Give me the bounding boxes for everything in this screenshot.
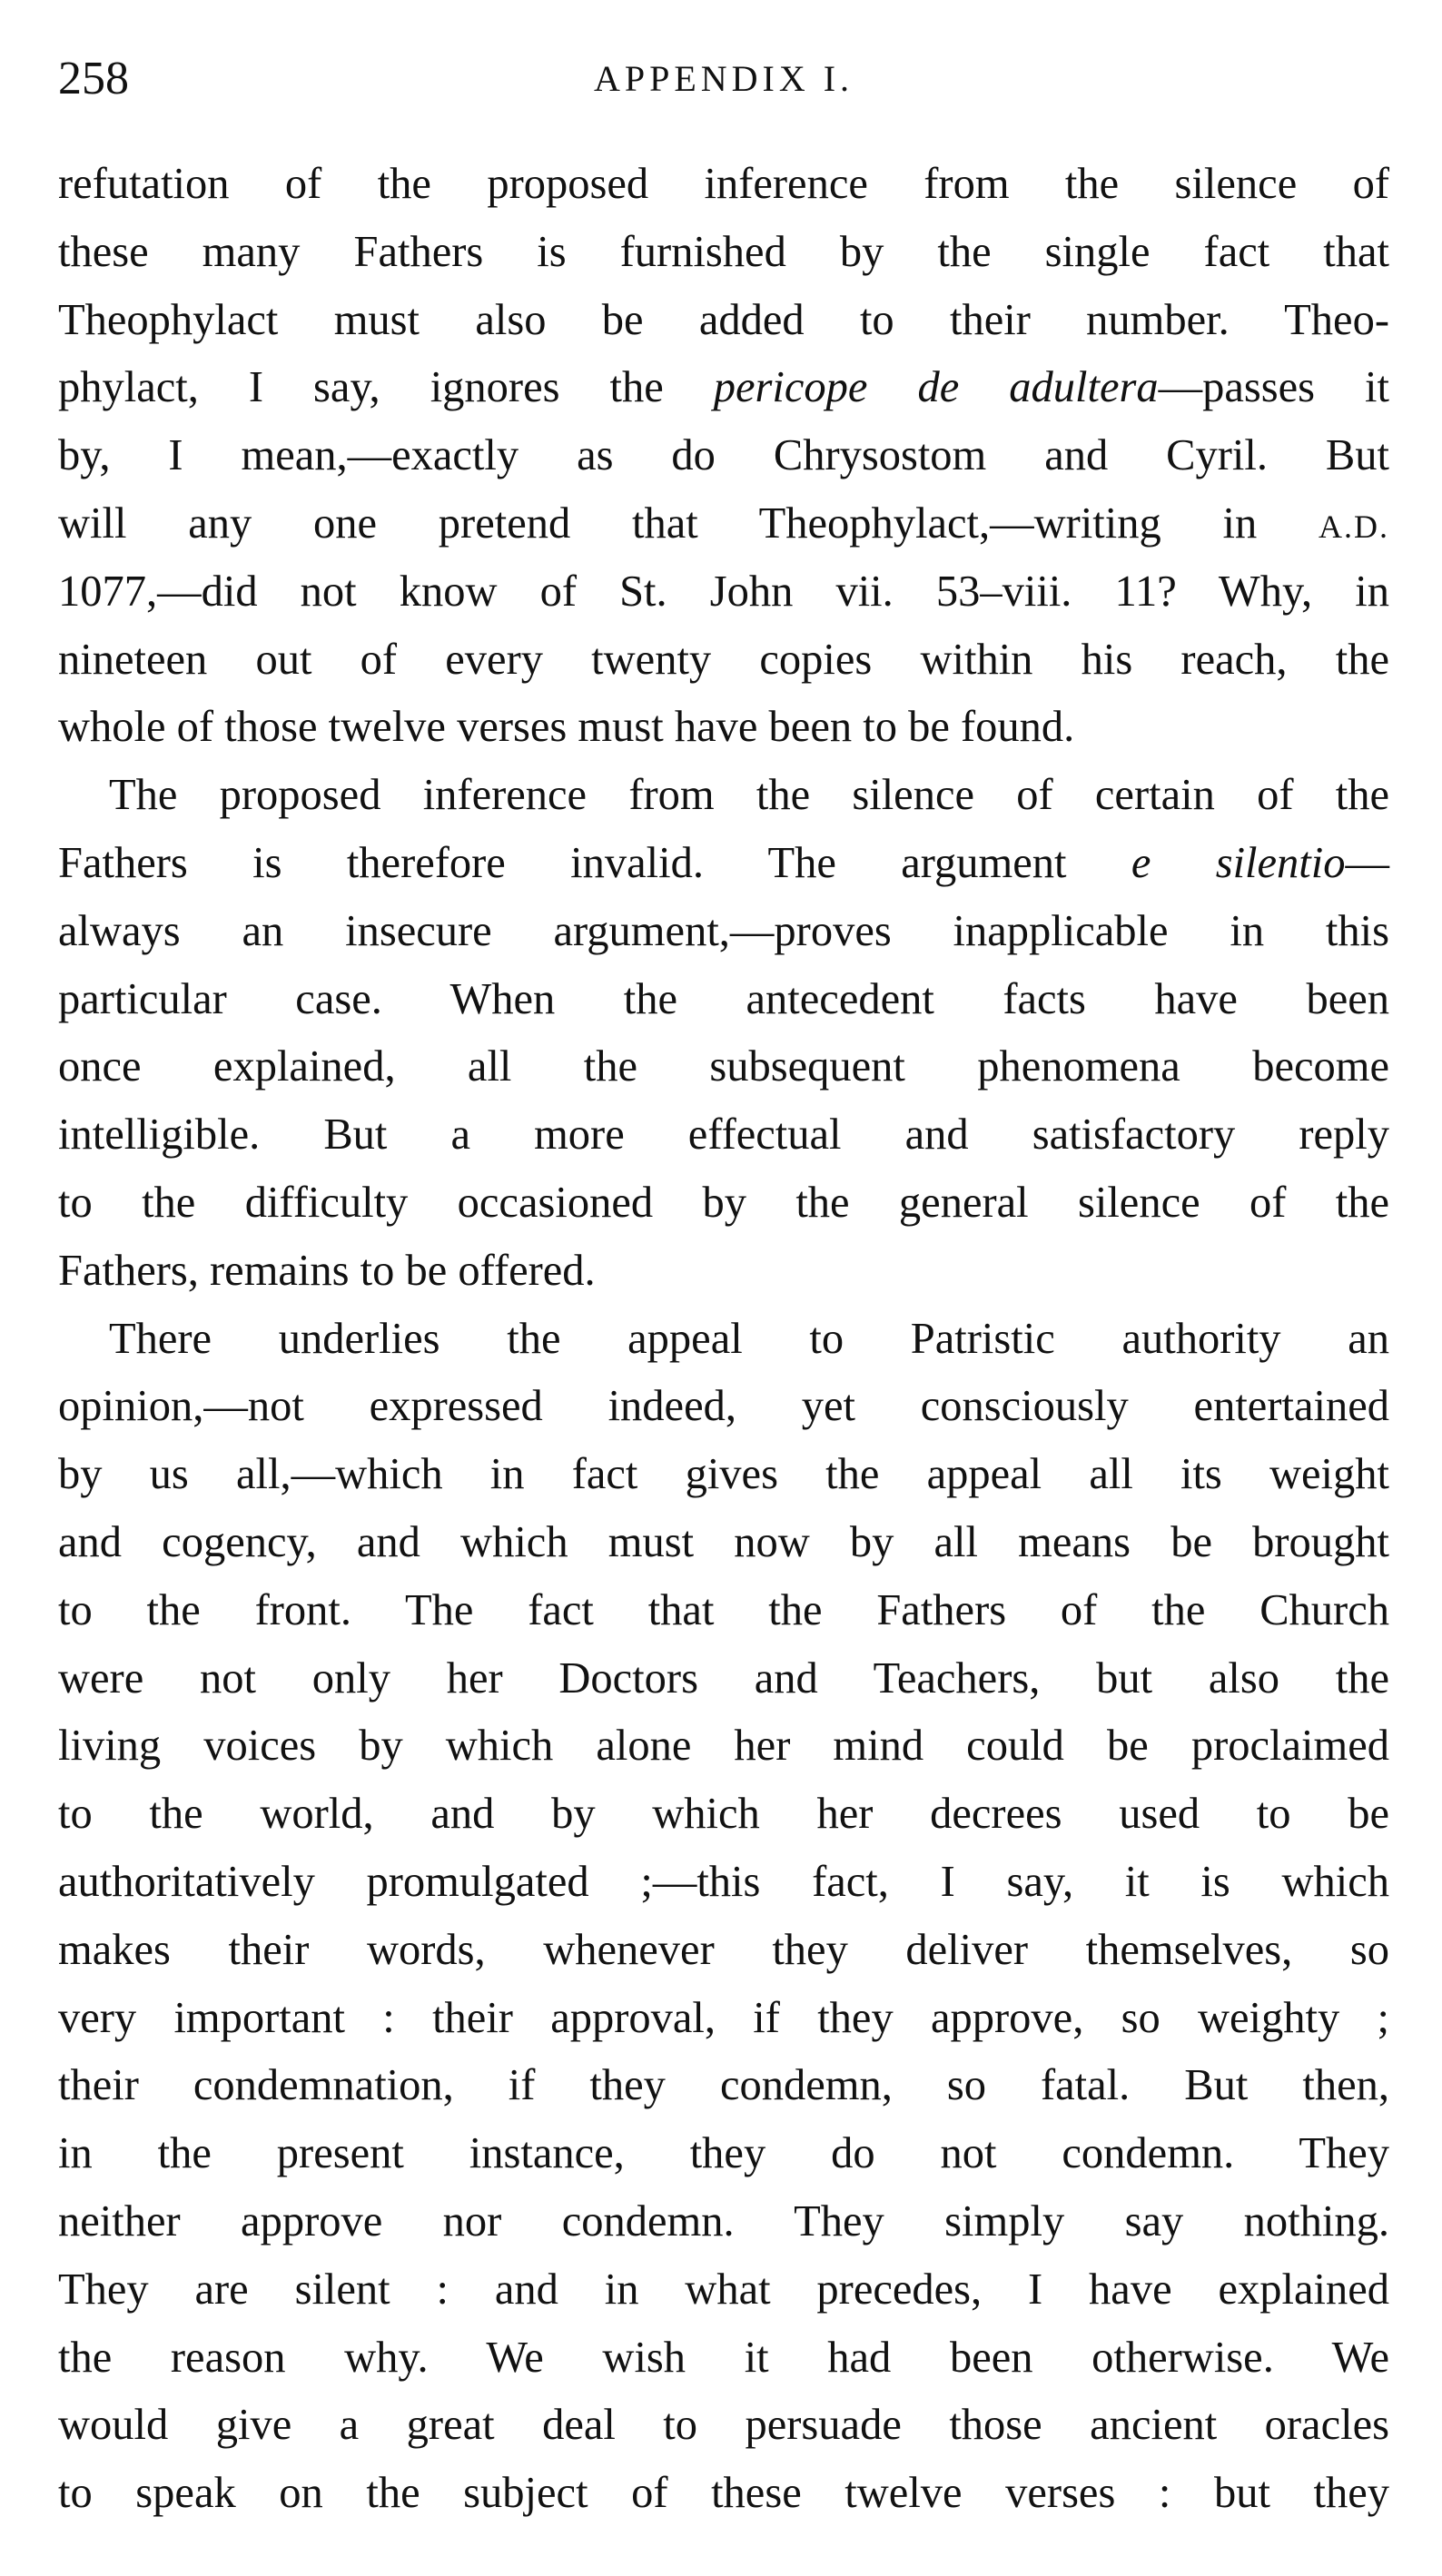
text-line xyxy=(58,1781,1389,1849)
text-line xyxy=(58,2256,1389,2324)
text-line xyxy=(58,830,1389,898)
text-segment: refutation of the proposed inference from the silence of xyxy=(58,160,1389,208)
text-segment: Fathers is therefore invalid. The argument xyxy=(58,838,1131,887)
text-line xyxy=(58,2324,1389,2393)
text-line xyxy=(58,694,1389,762)
small-caps-abbreviation: A.D. xyxy=(1319,508,1389,545)
text-line xyxy=(58,898,1389,966)
text-line xyxy=(58,287,1389,355)
text-segment: very important : their approval, if they approve, so weighty ; xyxy=(58,1993,1389,2042)
text-segment: The proposed inference from the silence of certain of the xyxy=(109,771,1389,820)
italic-phrase: pericope de adultera xyxy=(713,363,1159,412)
text-segment: will any one pretend that Theophylact,—writing in xyxy=(58,498,1319,548)
text-segment: were not only her Doctors and Teachers, but also the xyxy=(58,1653,1389,1703)
text-line xyxy=(58,1373,1389,1441)
text-segment: the reason why. We wish it had been otherwise. We xyxy=(58,2333,1389,2382)
text-segment: Theophylact must also be added to their number. Theo- xyxy=(58,295,1389,344)
text-line xyxy=(58,1033,1389,1101)
text-segment: neither approve nor condemn. They simply say nothing. xyxy=(58,2196,1389,2245)
text-line xyxy=(58,1170,1389,1238)
text-line xyxy=(58,1509,1389,1577)
text-line xyxy=(58,1849,1389,1917)
text-segment: living voices by which alone her mind could be proclaimed xyxy=(58,1722,1389,1771)
text-segment: would give a great deal to persuade those ancient oracles xyxy=(58,2401,1389,2450)
text-segment: these many Fathers is furnished by the single fact that xyxy=(58,227,1389,276)
text-segment: They are silent : and in what precedes, I have explained xyxy=(58,2265,1389,2314)
text-line xyxy=(58,1712,1389,1781)
text-segment: whole of those twelve verses must have been to be found. xyxy=(58,703,1075,752)
page-header xyxy=(58,47,1389,111)
text-line xyxy=(58,2392,1389,2460)
text-line xyxy=(58,151,1389,219)
text-segment: —passes it xyxy=(1158,363,1389,412)
text-segment: Fathers, remains to be offered. xyxy=(58,1246,596,1295)
text-segment: intelligible. But a more effectual and satisfactory reply xyxy=(58,1110,1389,1160)
text-segment: makes their words, whenever they deliver themselves, so xyxy=(58,1925,1389,1974)
text-line xyxy=(58,627,1389,695)
text-segment: to speak on the subject of these twelve verses : but they xyxy=(58,2469,1389,2518)
text-line xyxy=(58,762,1389,830)
text-line xyxy=(58,1306,1389,1374)
text-segment: by, I mean,—exactly as do Chrysostom and Cyril. But xyxy=(58,431,1389,480)
text-segment: and cogency, and which must now by all means be brought xyxy=(58,1517,1389,1566)
text-line xyxy=(58,1917,1389,1985)
text-segment: once explained, all the subsequent phenomena become xyxy=(58,1042,1389,1091)
text-segment: 1077,—did not know of St. John vii. 53–viii. 11? Why, in xyxy=(58,567,1389,616)
running-head: APPENDIX I. xyxy=(593,58,854,99)
text-line xyxy=(58,490,1389,558)
text-line xyxy=(58,2188,1389,2256)
text-line xyxy=(58,966,1389,1034)
text-segment: — xyxy=(1345,838,1389,887)
text-segment: to the front. The fact that the Fathers of the Church xyxy=(58,1585,1389,1634)
text-segment: There underlies the appeal to Patristic authority an xyxy=(109,1314,1389,1363)
text-segment: authoritatively promulgated ;—this fact, I say, it is which xyxy=(58,1857,1389,1906)
text-line xyxy=(58,1101,1389,1170)
text-line xyxy=(58,2460,1389,2528)
text-line xyxy=(58,2120,1389,2188)
text-line xyxy=(58,354,1389,422)
text-segment: to the world, and by which her decrees used to be xyxy=(58,1790,1389,1839)
text-segment: to the difficulty occasioned by the general silence of the xyxy=(58,1178,1389,1227)
body-text xyxy=(58,151,1389,2528)
text-line xyxy=(58,2052,1389,2120)
text-segment: particular case. When the antecedent facts have been xyxy=(58,974,1389,1023)
italic-phrase: e silentio xyxy=(1131,838,1346,887)
text-segment: nineteen out of every twenty copies within his reach, the xyxy=(58,635,1389,684)
text-segment: in the present instance, they do not condemn. They xyxy=(58,2129,1389,2178)
text-line xyxy=(58,1577,1389,1645)
text-line xyxy=(58,1441,1389,1509)
text-line xyxy=(58,1985,1389,2053)
text-line xyxy=(58,219,1389,287)
text-segment: phylact, I say, ignores the xyxy=(58,363,714,412)
text-segment: their condemnation, if they condemn, so fatal. But then, xyxy=(58,2061,1389,2110)
text-segment: by us all,—which in fact gives the appeal all its weight xyxy=(58,1450,1389,1499)
text-line xyxy=(58,558,1389,627)
text-line xyxy=(58,422,1389,490)
text-segment: opinion,—not expressed indeed, yet consciously entertained xyxy=(58,1382,1389,1431)
text-line xyxy=(58,1645,1389,1713)
text-segment: always an insecure argument,—proves inapplicable in this xyxy=(58,906,1389,955)
page-number: 258 xyxy=(58,53,129,104)
text-line xyxy=(58,1238,1389,1306)
